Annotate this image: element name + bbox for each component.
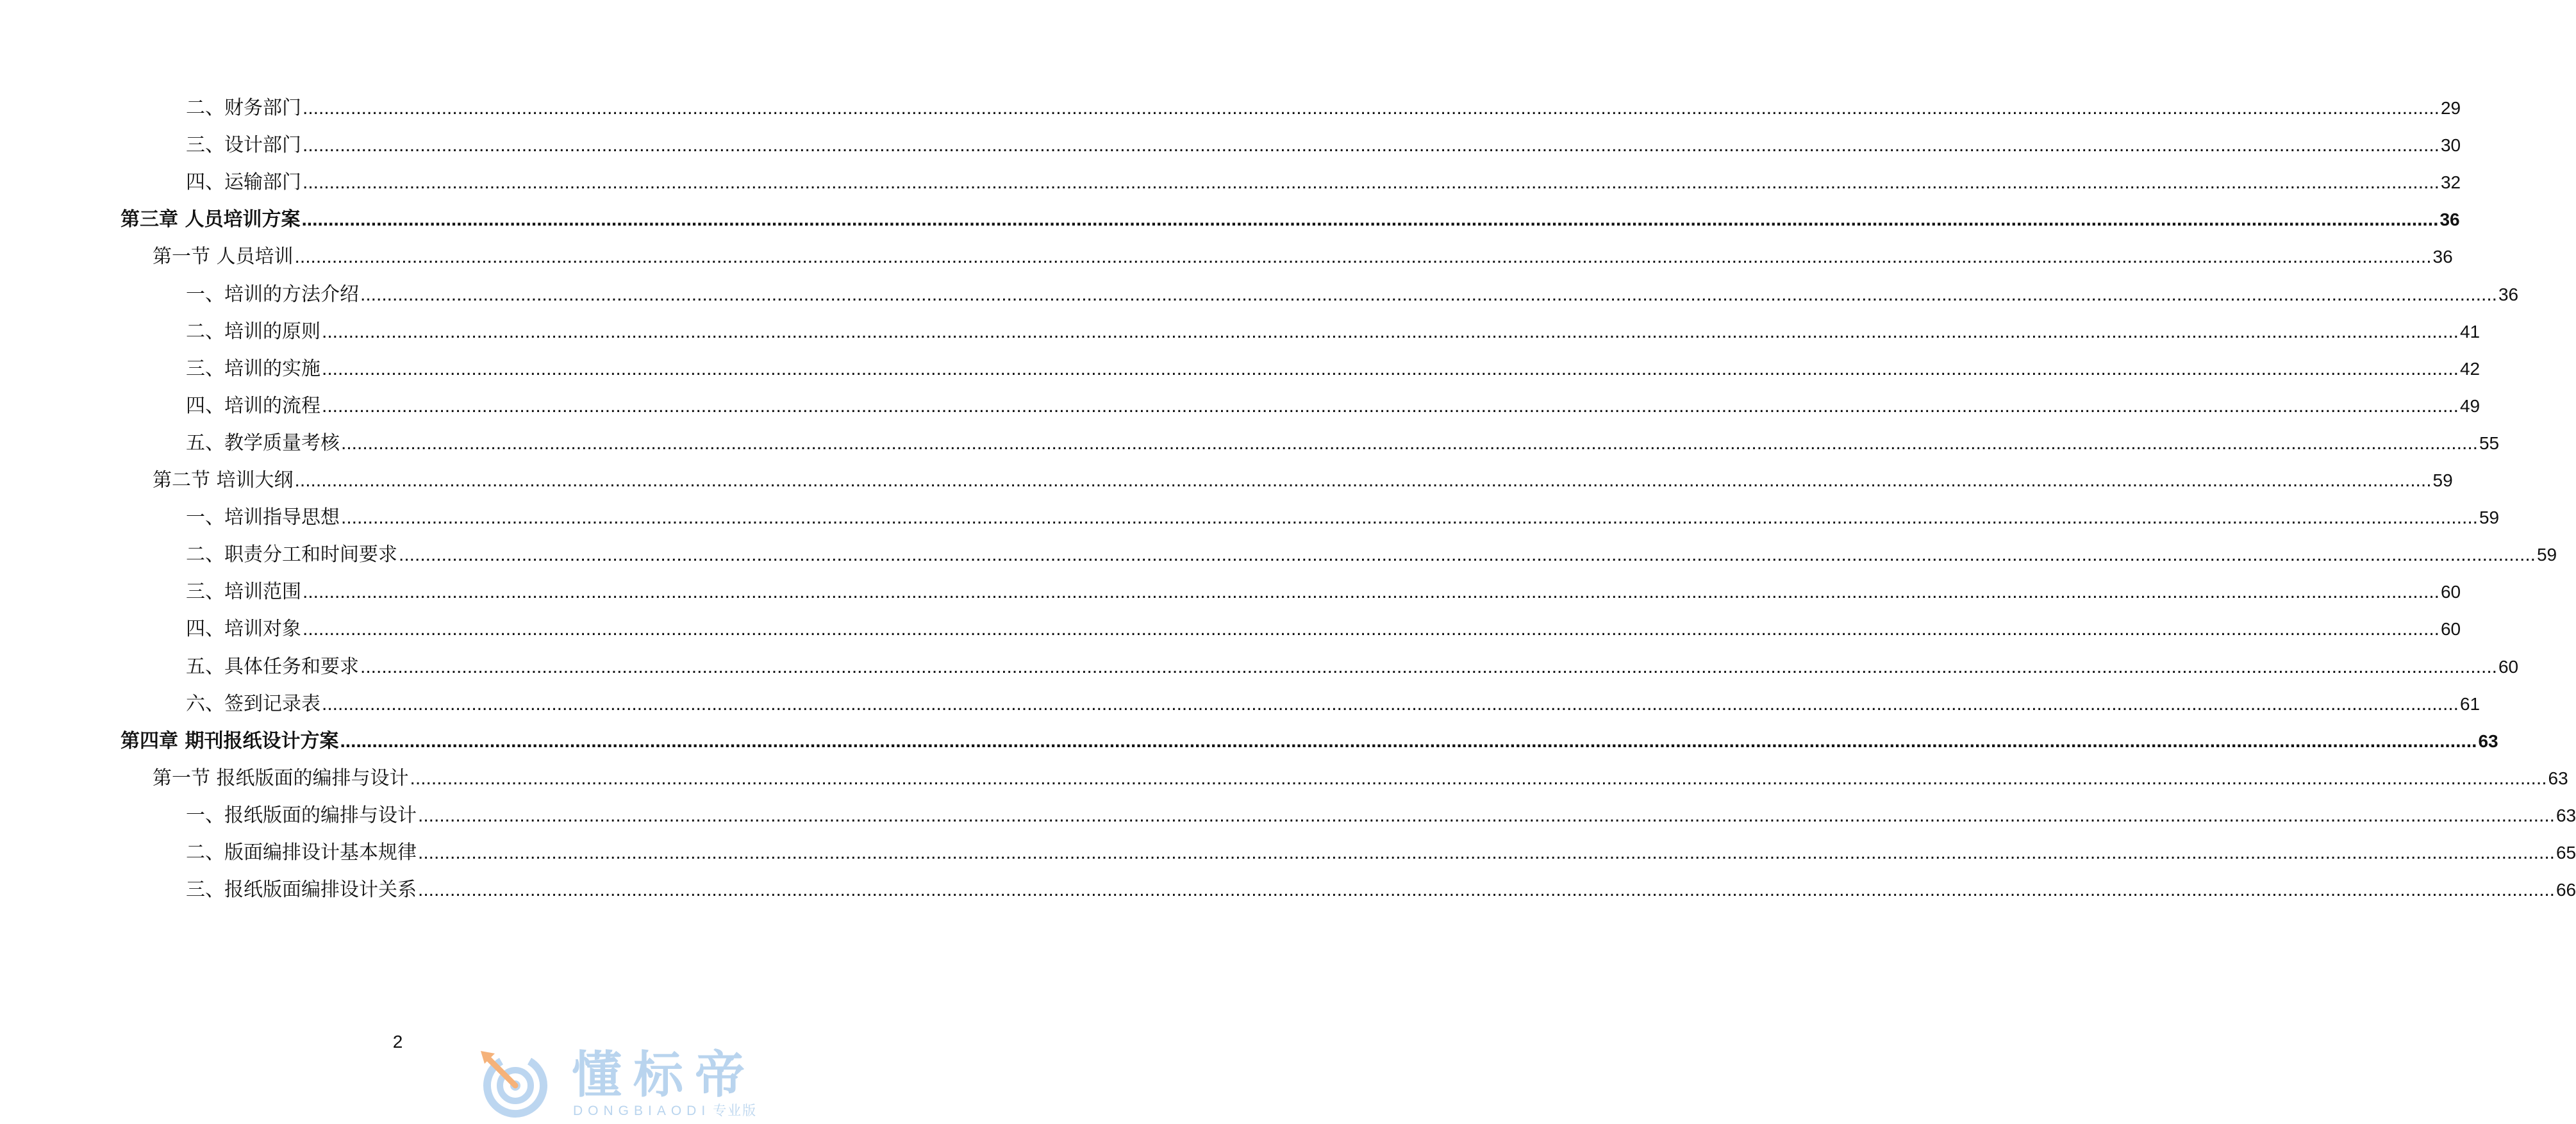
- toc-entry-item[interactable]: [186, 429, 2500, 458]
- watermark: [476, 1045, 790, 1120]
- toc-entry-item[interactable]: [186, 839, 2576, 867]
- toc-entry-page: 60: [2440, 582, 2461, 602]
- toc-entry-item[interactable]: [186, 876, 2576, 904]
- toc-entry-page: 60: [2498, 657, 2519, 677]
- toc-entry-section[interactable]: [153, 243, 2453, 271]
- toc-entry-title: 三、培训的实施: [186, 358, 320, 380]
- toc-entry-page: 59: [2479, 508, 2500, 527]
- toc-entry-page: 59: [2536, 545, 2557, 565]
- toc-entry-item[interactable]: [186, 653, 2519, 681]
- toc-entry-page: 63: [2548, 768, 2568, 788]
- toc-entry-title: 五、具体任务和要求: [186, 656, 359, 678]
- toc-leader-dots: ................................................................................................................................................................................................................................................................................................................................................................................................................: [294, 246, 2432, 267]
- toc-entry-title: 二、版面编排设计基本规律: [186, 841, 417, 864]
- toc-entry-item[interactable]: [186, 94, 2461, 122]
- toc-entry-item[interactable]: [186, 690, 2480, 718]
- toc-entry-title: 三、培训范围: [186, 581, 301, 603]
- toc-entry-page: 29: [2440, 98, 2461, 118]
- toc-entry-title: 一、培训的方法介绍: [186, 283, 359, 306]
- toc-entry-title: 第二节 培训大纲: [153, 469, 294, 492]
- toc-leader-dots: ................................................................................................................................................................................................................................................................................................................................................................................................................: [301, 209, 2439, 230]
- toc-leader-dots: ................................................................................................................................................................................................................................................................................................................................................................................................................: [399, 544, 2536, 565]
- toc-leader-dots: ................................................................................................................................................................................................................................................................................................................................................................................................................: [340, 731, 2477, 752]
- toc-entry-title: 二、培训的原则: [186, 320, 320, 343]
- toc-entry-title: 三、设计部门: [186, 134, 301, 156]
- toc-entry-title: 第三章 人员培训方案: [120, 208, 301, 231]
- toc-entry-item[interactable]: [186, 578, 2461, 606]
- watermark-sub-latin: DONGBIAODI: [573, 1103, 711, 1118]
- toc-entry-page: 36: [2439, 210, 2460, 229]
- toc-entry-item[interactable]: [186, 504, 2500, 532]
- toc-leader-dots: ................................................................................................................................................................................................................................................................................................................................................................................................................: [410, 768, 2547, 789]
- toc-entry-page: 49: [2459, 396, 2480, 416]
- toc-leader-dots: ................................................................................................................................................................................................................................................................................................................................................................................................................: [341, 507, 2478, 528]
- toc-entry-page: 63: [2555, 806, 2576, 825]
- toc-leader-dots: ................................................................................................................................................................................................................................................................................................................................................................................................................: [341, 433, 2478, 454]
- watermark-name: 懂标帝: [572, 1046, 757, 1104]
- toc-entry-title: 第一节 人员培训: [153, 245, 294, 268]
- toc-entry-page: 55: [2479, 433, 2500, 453]
- toc-entry-page: 41: [2459, 322, 2480, 342]
- toc-leader-dots: ................................................................................................................................................................................................................................................................................................................................................................................................................: [418, 879, 2555, 900]
- page-number: 2: [392, 1032, 403, 1052]
- toc-leader-dots: ................................................................................................................................................................................................................................................................................................................................................................................................................: [360, 656, 2497, 677]
- watermark-subtitle: [573, 1103, 757, 1119]
- toc-leader-dots: ................................................................................................................................................................................................................................................................................................................................................................................................................: [322, 321, 2459, 342]
- toc-entry-title: 第一节 报纸版面的编排与设计: [153, 767, 409, 789]
- toc-entry-title: 第四章 期刊报纸设计方案: [120, 730, 339, 752]
- toc-leader-dots: ................................................................................................................................................................................................................................................................................................................................................................................................................: [303, 172, 2439, 193]
- toc-entry-chapter[interactable]: [120, 206, 2460, 234]
- toc-entry-chapter[interactable]: [120, 727, 2498, 756]
- toc-entry-section[interactable]: [153, 764, 2568, 793]
- toc-entry-item[interactable]: [186, 355, 2480, 383]
- toc-entry-page: 66: [2555, 880, 2576, 900]
- toc-entry-title: 四、运输部门: [186, 171, 301, 194]
- toc-entry-item[interactable]: [186, 131, 2461, 160]
- toc-entry-item[interactable]: [186, 392, 2480, 420]
- toc-entry-page: 42: [2459, 359, 2480, 379]
- toc-entry-page: 63: [2478, 731, 2498, 751]
- toc-entry-title: 四、培训的流程: [186, 395, 320, 417]
- toc-entry-page: 36: [2498, 285, 2519, 304]
- toc-entry-section[interactable]: [153, 467, 2453, 495]
- toc-leader-dots: ................................................................................................................................................................................................................................................................................................................................................................................................................: [322, 693, 2459, 715]
- toc-entry-item[interactable]: [186, 615, 2461, 643]
- toc-entry-title: 六、签到记录表: [186, 693, 320, 715]
- toc-entry-page: 32: [2440, 172, 2461, 192]
- toc-entry-page: 60: [2440, 619, 2461, 639]
- toc-leader-dots: ................................................................................................................................................................................................................................................................................................................................................................................................................: [360, 284, 2497, 305]
- toc-entry-title: 二、财务部门: [186, 97, 301, 119]
- toc-entry-item[interactable]: [186, 281, 2519, 309]
- toc-entry-page: 65: [2555, 843, 2576, 863]
- toc-entry-title: 四、培训对象: [186, 618, 301, 640]
- toc-entry-page: 61: [2459, 694, 2480, 714]
- toc-leader-dots: ................................................................................................................................................................................................................................................................................................................................................................................................................: [294, 470, 2432, 491]
- toc-entry-item[interactable]: [186, 802, 2576, 830]
- toc-entry-page: 36: [2432, 247, 2453, 267]
- toc-entry-page: 59: [2432, 470, 2453, 490]
- toc-leader-dots: ................................................................................................................................................................................................................................................................................................................................................................................................................: [303, 581, 2439, 602]
- toc-leader-dots: ................................................................................................................................................................................................................................................................................................................................................................................................................: [322, 395, 2459, 417]
- toc-leader-dots: ................................................................................................................................................................................................................................................................................................................................................................................................................: [418, 805, 2555, 826]
- toc-entry-item[interactable]: [186, 169, 2461, 197]
- toc-entry-item[interactable]: [186, 318, 2480, 346]
- toc-entry-title: 一、报纸版面的编排与设计: [186, 804, 417, 827]
- toc-entry-item[interactable]: [186, 541, 2557, 569]
- watermark-sub-cn: 专业版: [713, 1103, 758, 1118]
- toc-entry-title: 一、培训指导思想: [186, 506, 340, 529]
- toc-entry-title: 二、职责分工和时间要求: [186, 543, 397, 566]
- toc-entry-title: 五、教学质量考核: [186, 432, 340, 454]
- toc-leader-dots: ................................................................................................................................................................................................................................................................................................................................................................................................................: [322, 358, 2459, 379]
- toc-leader-dots: ................................................................................................................................................................................................................................................................................................................................................................................................................: [418, 842, 2555, 863]
- toc-leader-dots: ................................................................................................................................................................................................................................................................................................................................................................................................................: [303, 135, 2439, 156]
- toc-leader-dots: ................................................................................................................................................................................................................................................................................................................................................................................................................: [303, 618, 2439, 640]
- target-arrow-icon: [476, 1045, 553, 1120]
- toc-entry-title: 三、报纸版面编排设计关系: [186, 879, 417, 901]
- toc-entry-page: 30: [2440, 135, 2461, 155]
- toc-leader-dots: ................................................................................................................................................................................................................................................................................................................................................................................................................: [303, 97, 2439, 119]
